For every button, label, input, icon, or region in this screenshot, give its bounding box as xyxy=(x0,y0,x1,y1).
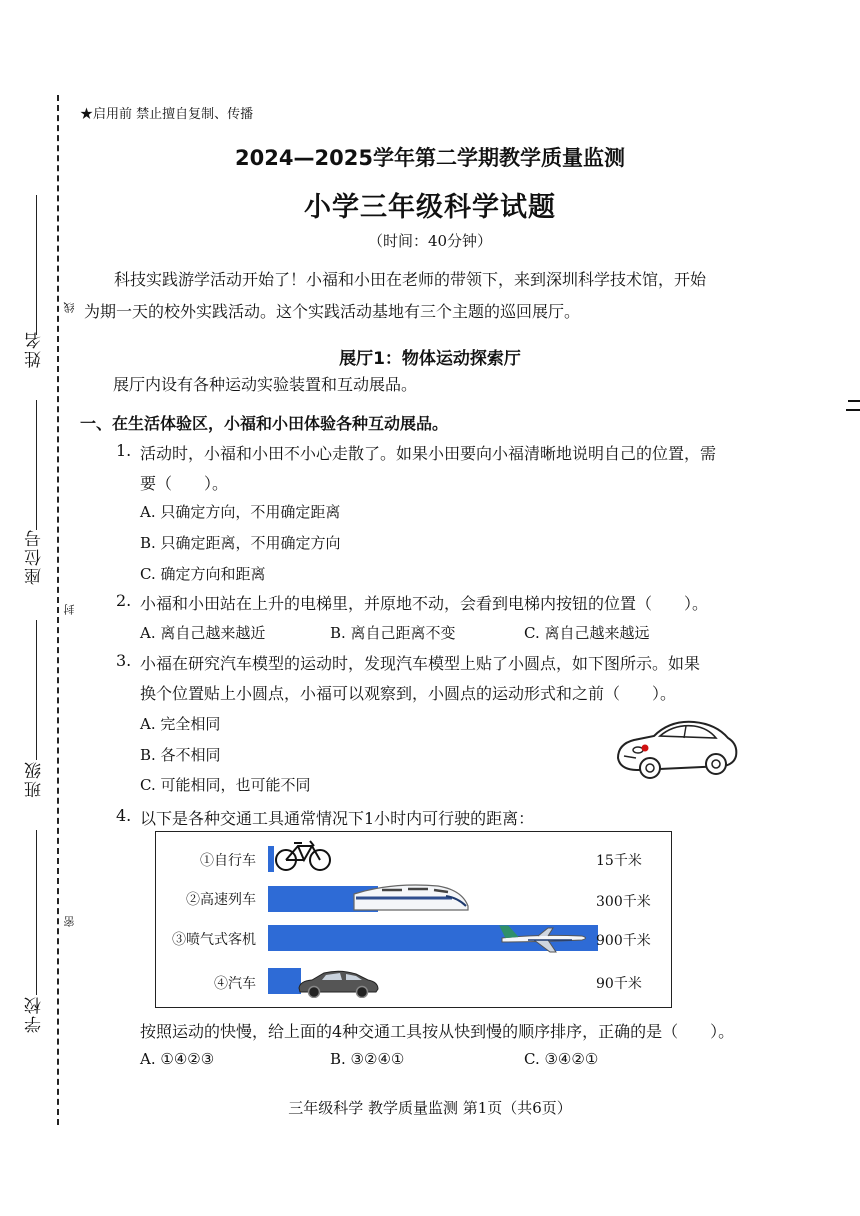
class-label: 班级 xyxy=(25,760,45,798)
q4-number: 4. xyxy=(116,806,132,825)
seal-mark: 密 xyxy=(63,916,76,927)
line-mark: 线 xyxy=(63,302,76,313)
chart-category-label: ③喷气式客机 xyxy=(172,932,256,948)
hall-title: 展厅1：物体运动探索厅 xyxy=(339,349,521,369)
intro-line-1: 科技实践游学活动开始了！小福和小田在老师的带领下，来到深圳科学技术馆，开始 xyxy=(114,270,707,289)
q3-number: 3. xyxy=(116,651,132,670)
q4-line-1: 以下是各种交通工具通常情况下1小时内可行驶的距离： xyxy=(140,809,535,828)
speed-chart xyxy=(155,831,672,1008)
page-edge-mark xyxy=(846,398,860,414)
q2-option-c: C. 离自己越来越远 xyxy=(524,624,650,642)
exam-time: （时间：40分钟） xyxy=(367,232,493,250)
school-underline xyxy=(36,830,37,995)
confidential-notice: ★启用前 禁止擅自复制、传播 xyxy=(80,107,254,122)
exam-subtitle: 小学三年级科学试题 xyxy=(304,192,556,223)
q1-option-b: B. 只确定距离，不用确定方向 xyxy=(140,534,341,552)
q4-option-b: B. ③②④① xyxy=(330,1050,405,1068)
school-label: 学校 xyxy=(25,995,45,1033)
q1-line-2: 要（ ）。 xyxy=(140,474,229,493)
chart-category-label: ①自行车 xyxy=(200,853,256,869)
q3-option-c: C. 可能相同，也可能不同 xyxy=(140,776,311,794)
q1-line-1: 活动时，小福和小田不小心走散了。如果小田要向小福清晰地说明自己的位置，需 xyxy=(140,444,717,463)
q2-option-b: B. 离自己距离不变 xyxy=(330,624,456,642)
intro-line-2: 为期一天的校外实践活动。这个实践活动基地有三个主题的巡回展厅。 xyxy=(84,302,581,321)
hall-description: 展厅内设有各种运动实验装置和互动展品。 xyxy=(113,375,418,394)
seat-underline xyxy=(36,400,37,530)
q2-number: 2. xyxy=(116,591,132,610)
q1-option-c: C. 确定方向和距离 xyxy=(140,565,266,583)
q3-option-a: A. 完全相同 xyxy=(140,715,221,733)
class-underline xyxy=(36,620,37,760)
q1-option-a: A. 只确定方向，不用确定距离 xyxy=(140,503,341,521)
q4-option-c: C. ③④②① xyxy=(524,1050,599,1068)
page-footer: 三年级科学 教学质量监测 第1页（共6页） xyxy=(288,1099,572,1117)
car-icon xyxy=(296,968,380,998)
airplane-icon xyxy=(498,920,590,954)
chart-category-label: ④汽车 xyxy=(214,976,256,992)
q2-option-a: A. 离自己越来越近 xyxy=(140,624,266,642)
car-model-illustration xyxy=(612,712,742,784)
section-title: 一、在生活体验区，小福和小田体验各种互动展品。 xyxy=(80,414,449,433)
q4-question: 按照运动的快慢，给上面的4种交通工具按从快到慢的顺序排序，正确的是（ ）。 xyxy=(140,1022,735,1041)
train-icon xyxy=(352,878,470,914)
chart-value-label: 900千米 xyxy=(596,933,651,949)
q3-line-1: 小福在研究汽车模型的运动时，发现汽车模型上贴了小圆点，如下图所示。如果 xyxy=(140,654,701,673)
q3-option-b: B. 各不相同 xyxy=(140,746,221,764)
q3-line-2: 换个位置贴上小圆点，小福可以观察到，小圆点的运动形式和之前（ ）。 xyxy=(140,684,677,703)
red-dot-marker xyxy=(642,745,649,752)
chart-value-label: 300千米 xyxy=(596,894,651,910)
q4-option-a: A. ①④②③ xyxy=(140,1050,215,1068)
seat-label: 座位号 xyxy=(25,528,45,585)
name-label: 姓名 xyxy=(25,330,45,368)
q2-line-1: 小福和小田站在上升的电梯里，并原地不动，会看到电梯内按钮的位置（ ）。 xyxy=(140,594,709,613)
chart-bar xyxy=(268,846,274,872)
chart-category-label: ②高速列车 xyxy=(186,892,256,908)
chart-value-label: 15千米 xyxy=(596,853,642,869)
exam-title: 2024—2025学年第二学期教学质量监测 xyxy=(235,146,625,170)
q1-number: 1. xyxy=(116,441,132,460)
bind-mark: 封 xyxy=(63,604,76,615)
bicycle-icon xyxy=(274,838,332,872)
chart-value-label: 90千米 xyxy=(596,976,642,992)
